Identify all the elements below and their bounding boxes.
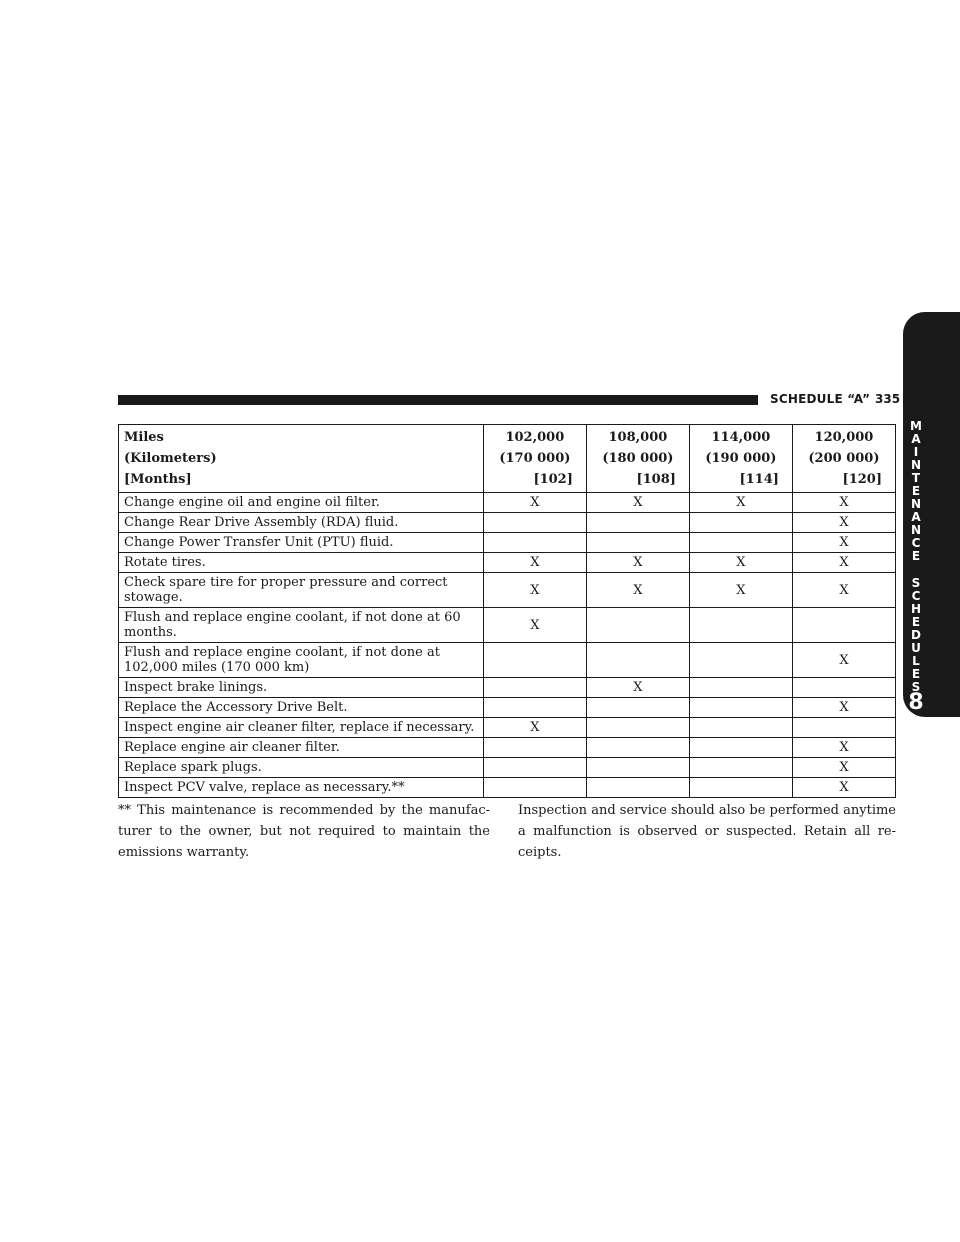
- side-tab-letter: C: [911, 589, 921, 603]
- footnote-text: ** This maintenance is recommended by the manufac- turer to the owner, but not required to maintain the emissions warranty.: [118, 803, 490, 860]
- interval-mark-cell: [792, 608, 895, 643]
- interval-mark-cell: [689, 643, 792, 678]
- table-row: [119, 738, 896, 758]
- side-tab-letter: N: [910, 523, 922, 537]
- interval-mark-cell: [792, 718, 895, 738]
- maintenance-schedule-table: [118, 424, 896, 798]
- interval-mark-cell: [586, 608, 689, 643]
- side-tab-letter: M: [910, 419, 922, 433]
- interval-mark-cell: X: [483, 553, 586, 573]
- table-row: [119, 758, 896, 778]
- interval-km: (200 000): [808, 451, 880, 466]
- interval-mark-cell: [483, 533, 586, 553]
- table-row: [119, 513, 896, 533]
- task-cell: Replace the Accessory Drive Belt.: [119, 698, 484, 718]
- task-cell: Replace spark plugs.: [119, 758, 484, 778]
- interval-header-cell: [689, 425, 792, 493]
- table-row: [119, 553, 896, 573]
- side-tab-letter: U: [911, 641, 921, 655]
- side-tab-letter: A: [911, 510, 921, 524]
- table-row: [119, 573, 896, 608]
- interval-months: [108]: [636, 472, 676, 487]
- interval-mark-cell: [586, 643, 689, 678]
- interval-mark-cell: X: [586, 678, 689, 698]
- task-cell: Check spare tire for proper pressure and correct stowage.: [119, 573, 484, 608]
- interval-mark-cell: [689, 533, 792, 553]
- page-number: 335: [875, 392, 901, 406]
- interval-mark-cell: [483, 758, 586, 778]
- task-cell: Inspect PCV valve, replace as necessary.**: [119, 778, 484, 798]
- interval-mark-cell: [689, 513, 792, 533]
- table-row: [119, 643, 896, 678]
- interval-mark-cell: X: [483, 493, 586, 513]
- interval-mark-cell: X: [586, 553, 689, 573]
- header-label-months: [Months]: [124, 472, 192, 487]
- table-row: [119, 608, 896, 643]
- interval-mark-cell: [483, 513, 586, 533]
- interval-months: [102]: [533, 472, 573, 487]
- interval-mark-cell: [689, 718, 792, 738]
- interval-mark-cell: X: [792, 778, 895, 798]
- side-tab-letter: A: [911, 432, 921, 446]
- interval-mark-cell: X: [792, 758, 895, 778]
- table-row: [119, 493, 896, 513]
- header-label-miles: Miles: [124, 430, 164, 445]
- interval-miles: 120,000: [814, 430, 874, 445]
- task-cell: Inspect brake linings.: [119, 678, 484, 698]
- side-tab-letter: S: [911, 680, 921, 694]
- side-tab-letter: I: [913, 445, 919, 459]
- interval-mark-cell: [689, 608, 792, 643]
- side-tab-letters: [905, 420, 927, 694]
- header-labels-cell: [119, 425, 484, 493]
- task-cell: Flush and replace engine coolant, if not done at 60 months.: [119, 608, 484, 643]
- inspection-note-text: Inspection and service should also be performed anytime a malfunction is observed or suspected. Retain all re- ceipts.: [518, 803, 896, 860]
- interval-months: [120]: [842, 472, 882, 487]
- side-tab-letter: S: [911, 576, 921, 590]
- interval-mark-cell: [689, 778, 792, 798]
- interval-mark-cell: [586, 533, 689, 553]
- task-cell: Inspect engine air cleaner filter, replace if necessary.: [119, 718, 484, 738]
- side-tab-letter: E: [911, 615, 921, 629]
- interval-miles: 102,000: [505, 430, 565, 445]
- task-cell: Rotate tires.: [119, 553, 484, 573]
- interval-mark-cell: X: [586, 493, 689, 513]
- interval-mark-cell: [483, 643, 586, 678]
- interval-mark-cell: [586, 718, 689, 738]
- side-tab-letter: L: [912, 654, 920, 668]
- interval-mark-cell: X: [586, 573, 689, 608]
- interval-mark-cell: [483, 738, 586, 758]
- header-label-kilometers: (Kilometers): [124, 451, 217, 466]
- interval-km: (190 000): [705, 451, 777, 466]
- task-cell: Flush and replace engine coolant, if not done at 102,000 miles (170 000 km): [119, 643, 484, 678]
- interval-mark-cell: X: [483, 718, 586, 738]
- side-tab-letter: E: [911, 484, 921, 498]
- interval-km: (180 000): [602, 451, 674, 466]
- side-tab-letter: C: [911, 536, 921, 550]
- interval-mark-cell: X: [792, 493, 895, 513]
- interval-miles: 108,000: [608, 430, 668, 445]
- table-row: [119, 698, 896, 718]
- interval-mark-cell: [586, 758, 689, 778]
- side-tab-letter: E: [911, 667, 921, 681]
- interval-mark-cell: [586, 513, 689, 533]
- interval-mark-cell: [483, 698, 586, 718]
- interval-mark-cell: [586, 738, 689, 758]
- interval-mark-cell: X: [483, 608, 586, 643]
- interval-mark-cell: X: [792, 738, 895, 758]
- table-row: [119, 678, 896, 698]
- table-body: [119, 493, 896, 798]
- interval-mark-cell: [689, 698, 792, 718]
- interval-mark-cell: [483, 678, 586, 698]
- side-tab-letter: N: [910, 458, 922, 472]
- interval-header-cell: [792, 425, 895, 493]
- side-tab-letter: N: [910, 497, 922, 511]
- interval-mark-cell: X: [689, 553, 792, 573]
- task-cell: Change engine oil and engine oil filter.: [119, 493, 484, 513]
- side-tab-letter: D: [911, 628, 921, 642]
- header-rule: [118, 395, 758, 405]
- interval-mark-cell: [586, 698, 689, 718]
- side-tab-letter: E: [911, 549, 921, 563]
- interval-header-cell: [586, 425, 689, 493]
- side-tab-letter: T: [911, 471, 921, 485]
- interval-mark-cell: X: [792, 553, 895, 573]
- interval-mark-cell: X: [689, 573, 792, 608]
- interval-mark-cell: X: [792, 513, 895, 533]
- interval-mark-cell: [586, 778, 689, 798]
- interval-header-cell: [483, 425, 586, 493]
- page-header-title: SCHEDULE “A”: [770, 392, 871, 406]
- interval-miles: 114,000: [711, 430, 771, 445]
- interval-mark-cell: [689, 758, 792, 778]
- interval-months: [114]: [739, 472, 779, 487]
- task-cell: Change Power Transfer Unit (PTU) fluid.: [119, 533, 484, 553]
- interval-mark-cell: [689, 678, 792, 698]
- interval-km: (170 000): [499, 451, 571, 466]
- task-cell: Change Rear Drive Assembly (RDA) fluid.: [119, 513, 484, 533]
- interval-mark-cell: [792, 678, 895, 698]
- table-header-row: [119, 425, 896, 493]
- table-row: [119, 533, 896, 553]
- table-row: [119, 778, 896, 798]
- interval-mark-cell: X: [792, 698, 895, 718]
- interval-mark-cell: X: [792, 533, 895, 553]
- interval-mark-cell: X: [689, 493, 792, 513]
- interval-mark-cell: [483, 778, 586, 798]
- table-row: [119, 718, 896, 738]
- side-tab-letter: H: [910, 602, 922, 616]
- interval-mark-cell: X: [792, 573, 895, 608]
- interval-mark-cell: X: [483, 573, 586, 608]
- chapter-number: 8: [908, 690, 924, 715]
- interval-mark-cell: X: [792, 643, 895, 678]
- interval-mark-cell: [689, 738, 792, 758]
- task-cell: Replace engine air cleaner filter.: [119, 738, 484, 758]
